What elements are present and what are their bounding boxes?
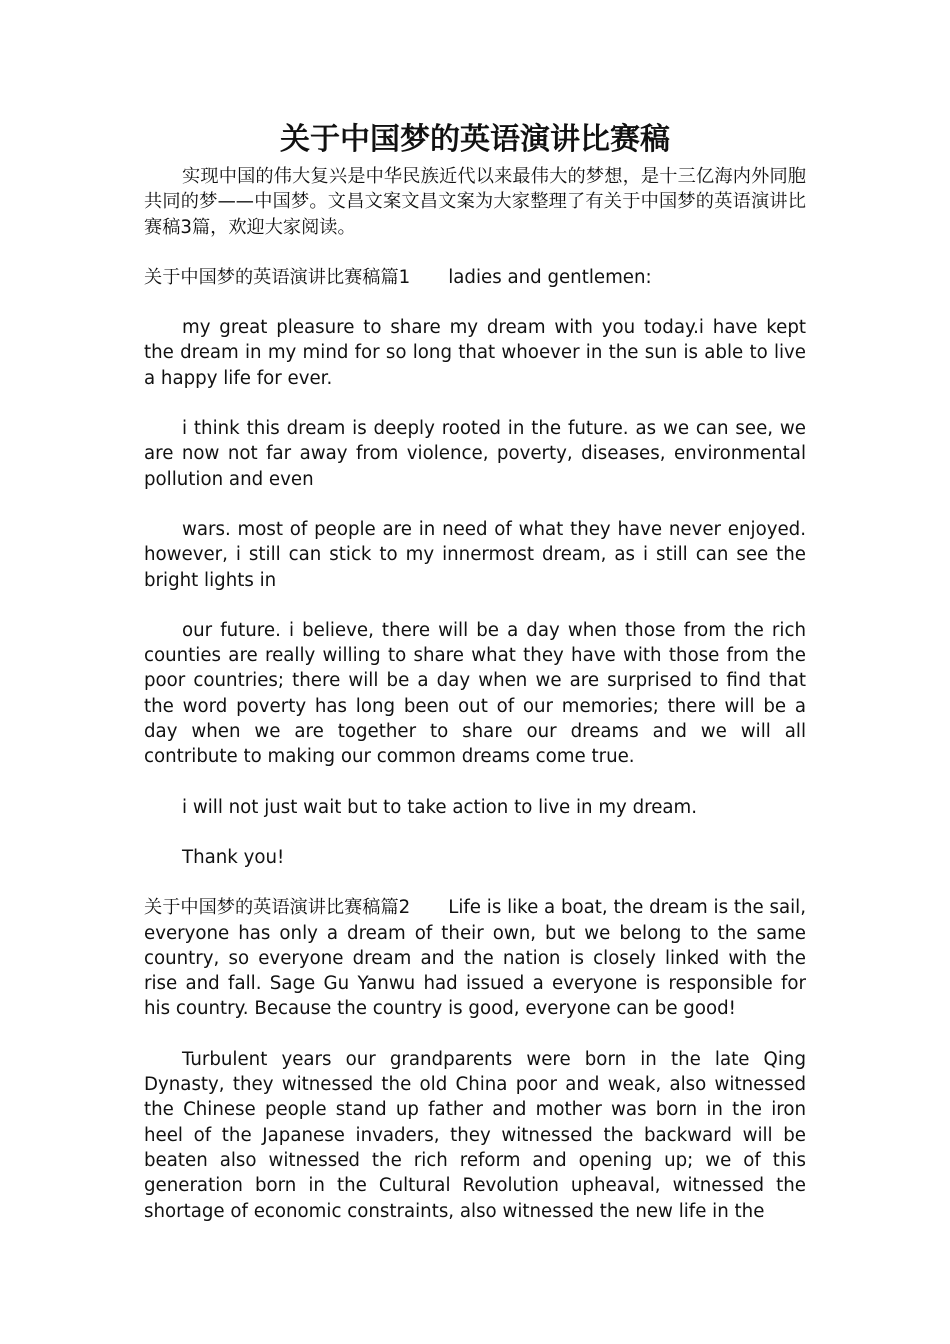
section-2-heading: 关于中国梦的英语演讲比赛稿篇2 xyxy=(144,897,411,919)
section-1-paragraph: wars. most of people are in need of what they have never enjoyed. however, i still can stick to my innermost dream, as i still can see the bright lights in xyxy=(144,518,806,591)
section-1-paragraph: i will not just wait but to take action to live in my dream. xyxy=(182,796,698,818)
section-1-paragraph: my great pleasure to share my dream with you today.i have kept the dream in my mind for so long that whoever in the sun is able to live a happy life for ever. xyxy=(144,317,806,389)
section-1-heading-line xyxy=(144,265,806,290)
section-1-paragraph: i think this dream is deeply rooted in the future. as we can see, we are now not far away from violence, poverty, diseases, environmental pollution and even xyxy=(144,418,806,490)
intro-paragraph: 实现中国的伟大复兴是中华民族近代以来最伟大的梦想，是十三亿海内外同胞共同的梦——中国梦。文昌文案文昌文案为大家整理了有关于中国梦的英语演讲比赛稿3篇，欢迎大家阅读。 xyxy=(144,166,806,238)
document-title: 关于中国梦的英语演讲比赛稿 xyxy=(280,122,670,157)
section-1-paragraph: our future. i believe, there will be a day when those from the rich counties are really willing to share what they have with those from the poor countries; there will be a day when we are surprised to find that the word poverty has long been out of our memories; there will be a day when we are together to share our dreams and we will all contribute to making our common dreams come true. xyxy=(144,619,806,768)
section-2-paragraph: Turbulent years our grandparents were born in the late Qing Dynasty, they witnessed the old China poor and weak, also witnessed the Chinese people stand up father and mother was born in the iron heel of the Japanese invaders, they witnessed the backward will be beaten also witnessed the rich reform and opening up; we of this generation born in the Cultural Revolution upheaval, witnessed the shortage of economic constraints, also witnessed the new life in the xyxy=(144,1048,806,1222)
section-1-heading: 关于中国梦的英语演讲比赛稿篇1 xyxy=(144,266,411,288)
section-2-lead: Life is like a boat, the dream is the sail, everyone has only a dream of their own, but we belong to the same country, so everyone dream and the nation is closely linked with the rise and fall. Sage Gu Yanwu had issued a everyone is responsible for his country. Because the country is good, everyone can be good! xyxy=(144,897,807,1020)
section-1-lead: ladies and gentlemen: xyxy=(448,266,652,288)
section-1-paragraph: Thank you! xyxy=(182,846,285,868)
section-2-heading-line xyxy=(144,895,806,1021)
document-body xyxy=(144,118,806,1224)
